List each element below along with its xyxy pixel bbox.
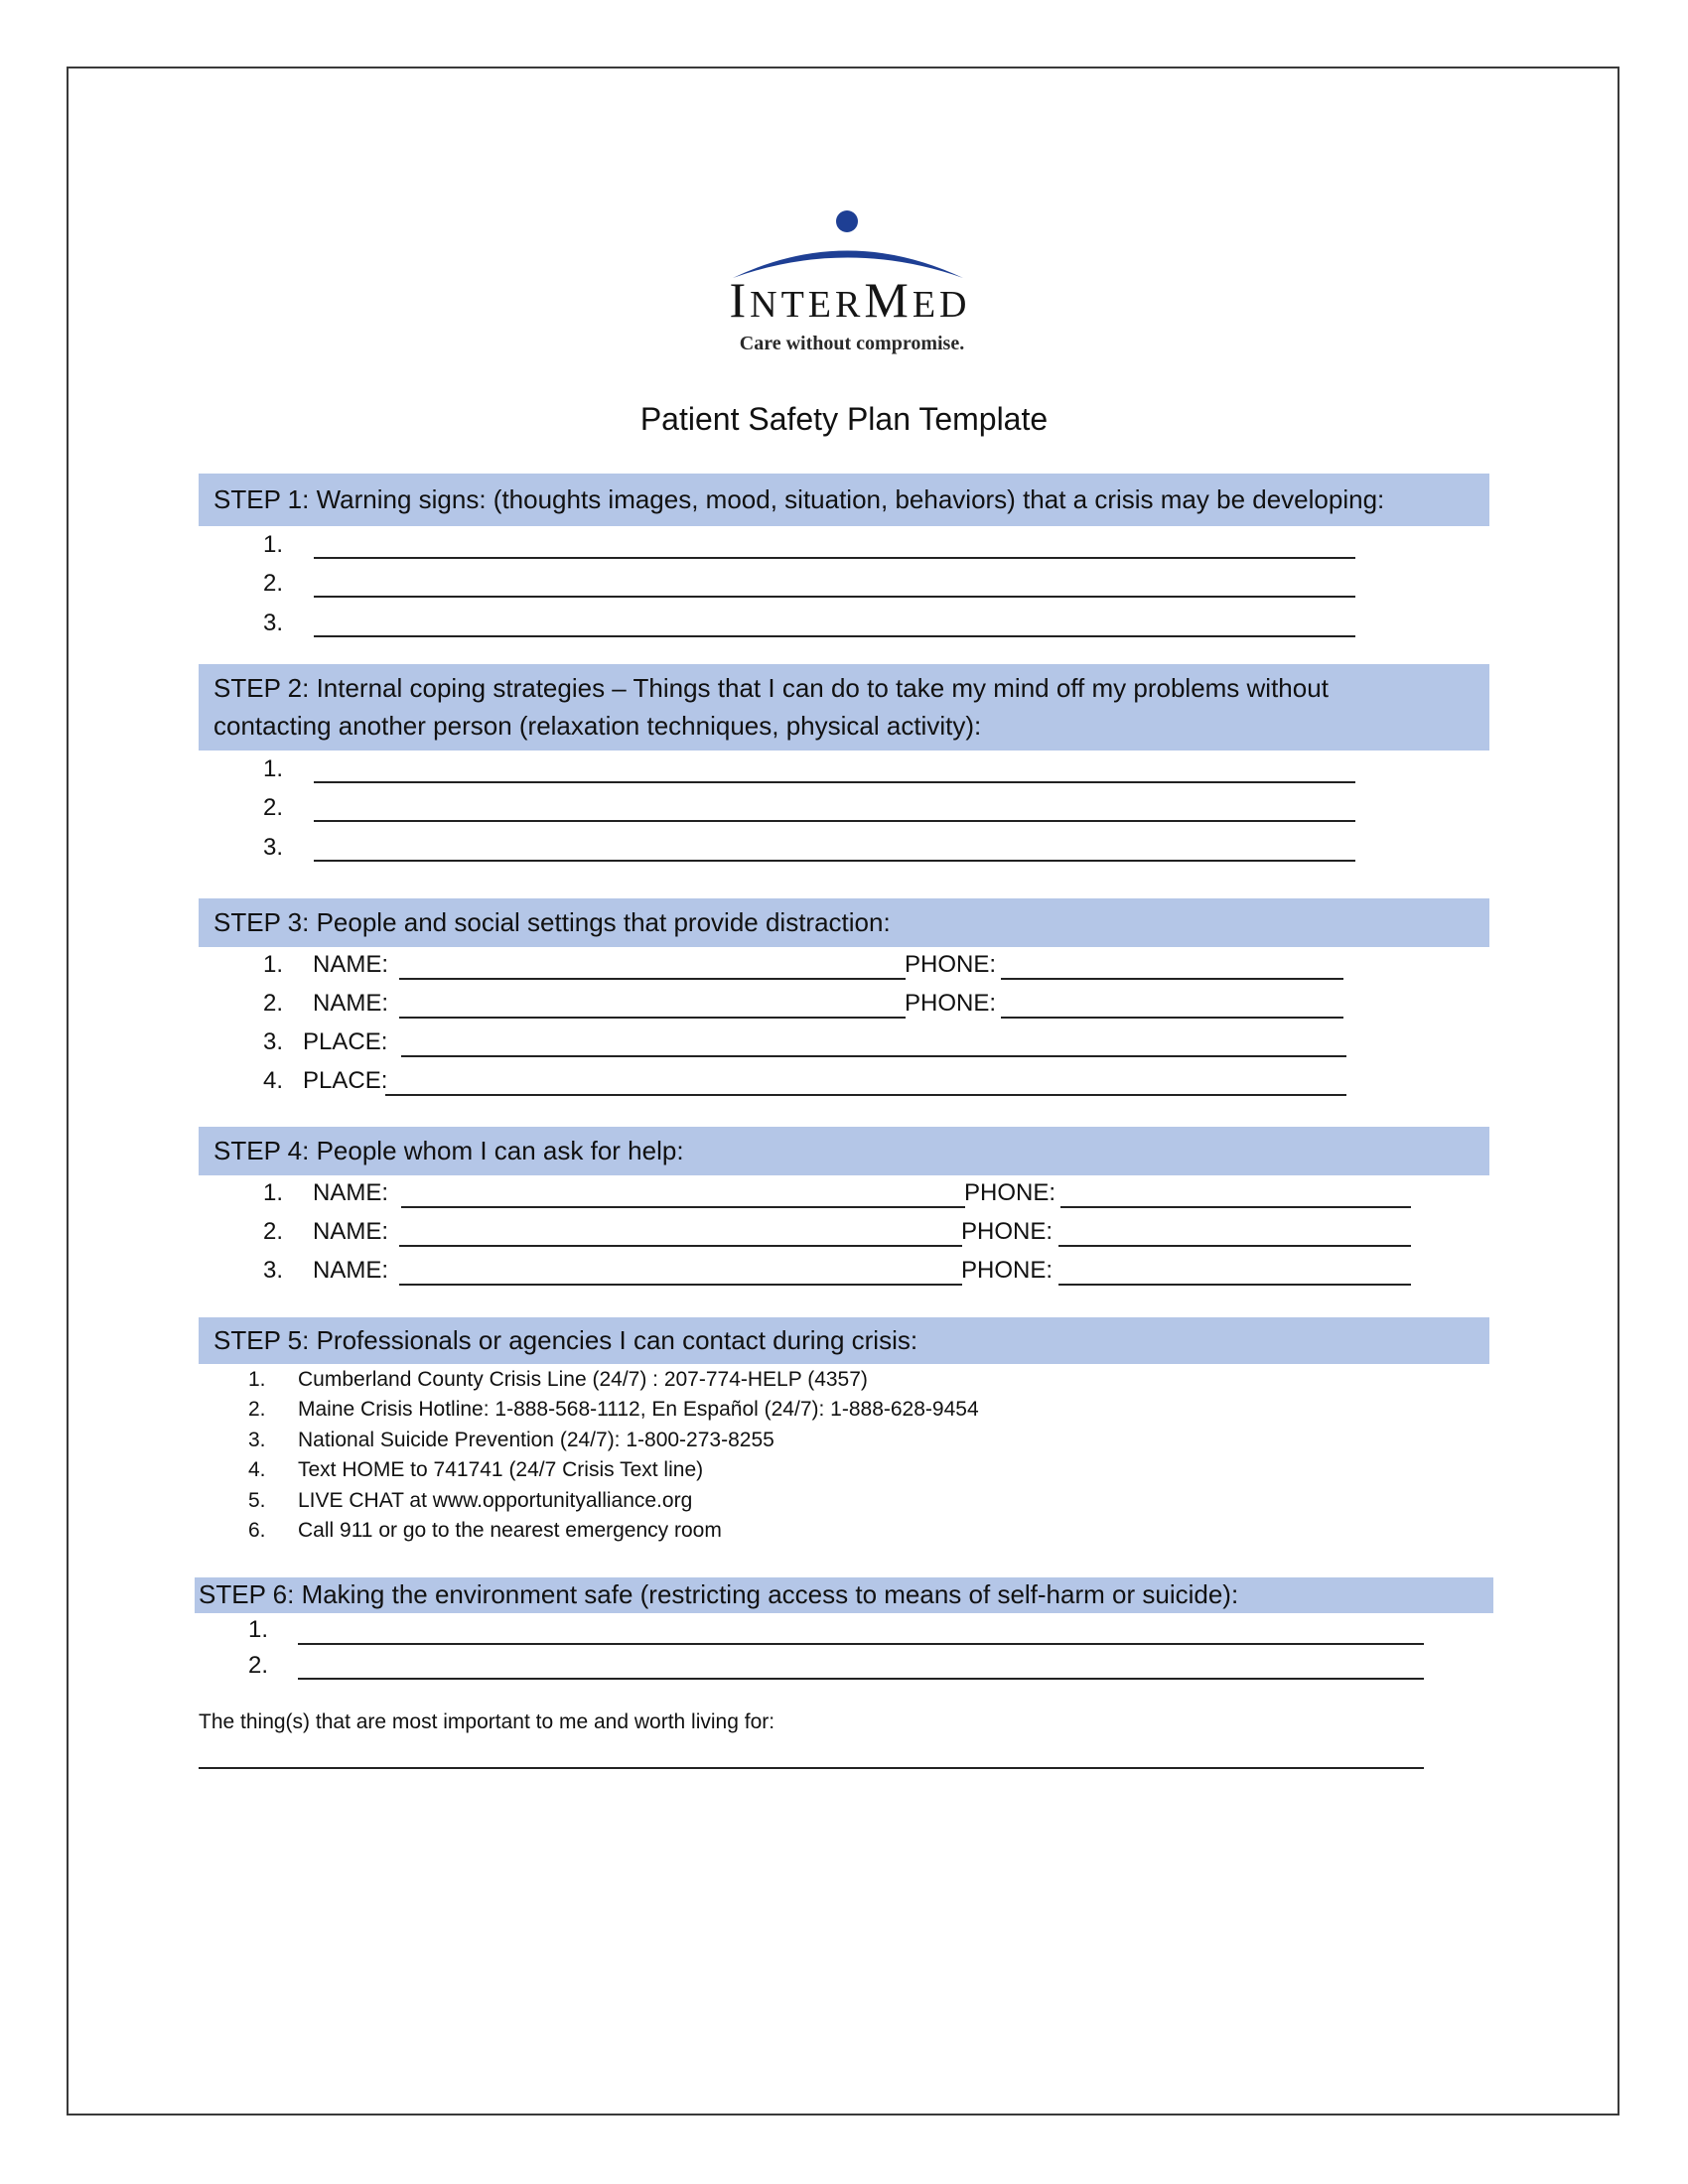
step6-item-number: 1. — [248, 1616, 269, 1643]
step3-name-field-2[interactable] — [399, 1017, 906, 1019]
step2-item-number: 3. — [263, 834, 284, 861]
step2-item-number: 1. — [263, 755, 284, 782]
contact-number: 1. — [248, 1368, 266, 1391]
step4-row-number: 2. — [263, 1218, 284, 1245]
step3-place-label: PLACE: — [303, 1067, 388, 1094]
contact-emergency-911: Call 911 or go to the nearest emergency room — [298, 1519, 722, 1542]
step6-header: STEP 6: Making the environment safe (restricting access to means of self-harm or suicide): — [195, 1577, 1493, 1613]
step2-line-3[interactable] — [314, 860, 1355, 862]
step3-place-label: PLACE: — [303, 1028, 388, 1055]
step2-header-line2: contacting another person (relaxation techniques, physical activity): — [213, 711, 982, 741]
step4-phone-label: PHONE: — [964, 1179, 1056, 1206]
step1-line-1[interactable] — [314, 557, 1355, 559]
step4-phone-label: PHONE: — [961, 1218, 1054, 1245]
step4-phone-label: PHONE: — [961, 1257, 1054, 1284]
worth-living-for-field[interactable] — [199, 1767, 1424, 1769]
step4-phone-field-3[interactable] — [1058, 1284, 1411, 1286]
contact-cumberland-crisis-line: Cumberland County Crisis Line (24/7) : 207-774-HELP (4357) — [298, 1368, 868, 1391]
step4-header: STEP 4: People whom I can ask for help: — [199, 1127, 1489, 1175]
contact-national-suicide-prevention: National Suicide Prevention (24/7): 1-800-273-8255 — [298, 1429, 774, 1451]
logo-wordmark: INTERMED — [729, 272, 971, 328]
step3-name-label: NAME: — [313, 951, 389, 978]
contact-number: 2. — [248, 1398, 266, 1421]
step3-row-number: 3. — [263, 1028, 284, 1055]
step3-row-number: 2. — [263, 990, 284, 1017]
page-title: Patient Safety Plan Template — [639, 401, 1049, 437]
contact-crisis-text-line: Text HOME to 741741 (24/7 Crisis Text line) — [298, 1458, 704, 1481]
step3-place-field-1[interactable] — [401, 1055, 1346, 1057]
step3-place-field-2[interactable] — [385, 1094, 1346, 1096]
step2-line-1[interactable] — [314, 781, 1355, 783]
step2-header — [199, 664, 1489, 751]
step4-name-field-1[interactable] — [401, 1206, 965, 1208]
step3-name-label: NAME: — [313, 990, 389, 1017]
step1-item-number: 3. — [263, 610, 284, 636]
step3-phone-label: PHONE: — [905, 951, 997, 978]
contact-number: 6. — [248, 1519, 266, 1542]
contact-live-chat-link[interactable]: LIVE CHAT at www.opportunityalliance.org — [298, 1489, 693, 1512]
step4-row-number: 3. — [263, 1257, 284, 1284]
step3-name-field-1[interactable] — [399, 978, 906, 980]
contact-number: 4. — [248, 1458, 266, 1481]
step4-name-field-3[interactable] — [399, 1284, 962, 1286]
step1-header: STEP 1: Warning signs: (thoughts images, mood, situation, behaviors) that a crisis may be developing: — [199, 474, 1489, 526]
step1-line-2[interactable] — [314, 596, 1355, 598]
contact-number: 3. — [248, 1429, 266, 1451]
step4-phone-field-2[interactable] — [1058, 1245, 1411, 1247]
step4-phone-field-1[interactable] — [1060, 1206, 1411, 1208]
logo-tagline: Care without compromise. — [739, 333, 965, 354]
step4-name-label: NAME: — [313, 1257, 389, 1284]
page-border — [67, 67, 1619, 2116]
worth-living-for-label: The thing(s) that are most important to me and worth living for: — [199, 1710, 775, 1733]
step3-row-number: 4. — [263, 1067, 284, 1094]
step1-line-3[interactable] — [314, 635, 1355, 637]
step5-header: STEP 5: Professionals or agencies I can contact during crisis: — [199, 1317, 1489, 1364]
contact-maine-crisis-hotline: Maine Crisis Hotline: 1-888-568-1112, En Español (24/7): 1-888-628-9454 — [298, 1398, 979, 1421]
step3-phone-field-2[interactable] — [1001, 1017, 1343, 1019]
step2-header-line1: STEP 2: Internal coping strategies – Things that I can do to take my mind off my problems without — [213, 673, 1329, 703]
step4-row-number: 1. — [263, 1179, 284, 1206]
intermed-logo — [685, 204, 1013, 362]
step3-phone-field-1[interactable] — [1001, 978, 1343, 980]
step6-line-1[interactable] — [298, 1643, 1424, 1645]
step2-item-number: 2. — [263, 794, 284, 821]
step3-row-number: 1. — [263, 951, 284, 978]
step1-item-number: 2. — [263, 570, 284, 597]
step4-name-field-2[interactable] — [399, 1245, 962, 1247]
step4-name-label: NAME: — [313, 1179, 389, 1206]
step4-name-label: NAME: — [313, 1218, 389, 1245]
contact-number: 5. — [248, 1489, 266, 1512]
step1-item-number: 1. — [263, 531, 284, 558]
step6-line-2[interactable] — [298, 1678, 1424, 1680]
step2-line-2[interactable] — [314, 820, 1355, 822]
step3-phone-label: PHONE: — [905, 990, 997, 1017]
step3-header: STEP 3: People and social settings that provide distraction: — [199, 898, 1489, 947]
step6-item-number: 2. — [248, 1652, 269, 1679]
